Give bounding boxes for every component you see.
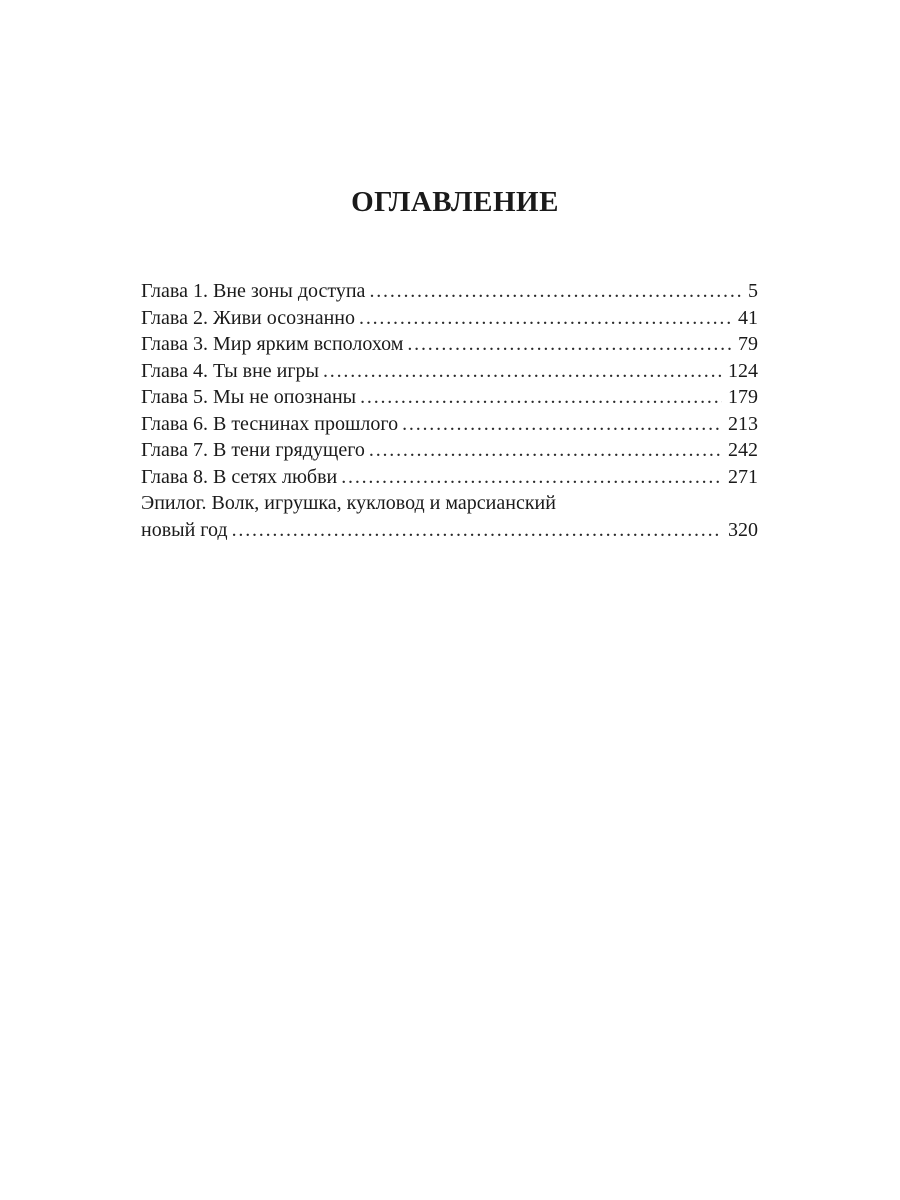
toc-entry-title: Глава 4. Ты вне игры: [141, 359, 319, 382]
toc-entry-page-number: 41: [738, 306, 758, 329]
toc-entry-page-number: 242: [728, 439, 758, 461]
toc-entry-page-number: 124: [728, 359, 758, 382]
toc-entry-title: Глава 7. В тени грядущего: [141, 439, 365, 461]
toc-entry-chapter-4: [141, 358, 758, 385]
toc-entry-page-number: 5: [748, 280, 758, 302]
toc-entry-title: Глава 6. В теснинах прошлого: [141, 412, 399, 435]
dot-leader: [341, 464, 722, 491]
toc-entry-chapter-3: [141, 331, 758, 358]
table-of-contents: [141, 278, 758, 543]
toc-entry-chapter-1: [141, 278, 758, 305]
toc-entry-epilogue: [141, 490, 758, 543]
toc-entry-chapter-2: [141, 305, 758, 332]
toc-entry-title: Глава 1. Вне зоны доступа: [141, 280, 366, 302]
dot-leader: [232, 517, 722, 544]
toc-entry-page-number: 320: [728, 518, 758, 541]
toc-entry-chapter-6: [141, 411, 758, 438]
toc-entry-chapter-7: [141, 437, 758, 464]
toc-entry-page-number: 213: [728, 412, 758, 435]
dot-leader: [369, 278, 742, 305]
dot-leader: [369, 437, 722, 464]
toc-entry-title: Глава 2. Живи осознанно: [141, 306, 356, 329]
toc-entry-title-line-1: Эпилог. Волк, игрушка, кукловод и марсианский: [141, 492, 556, 514]
dot-leader: [360, 384, 722, 411]
toc-entry-page-number: 271: [728, 465, 758, 488]
dot-leader: [402, 411, 722, 438]
toc-entry-chapter-8: [141, 464, 758, 491]
toc-entry-page-number: 179: [728, 386, 758, 408]
toc-entry-last-line: [141, 517, 758, 544]
toc-entry-chapter-5: [141, 384, 758, 411]
dot-leader: [323, 358, 722, 385]
toc-entry-title: Глава 3. Мир ярким всполохом: [141, 333, 404, 355]
toc-entry-page-number: 79: [738, 333, 758, 355]
dot-leader: [359, 305, 732, 332]
toc-entry-title: Глава 5. Мы не опознаны: [141, 386, 357, 408]
toc-entry-title-line-2: новый год: [141, 518, 228, 541]
dot-leader: [407, 331, 732, 358]
toc-entry-title: Глава 8. В сетях любви: [141, 465, 338, 488]
page-title: ОГЛАВЛЕНИЕ: [351, 186, 559, 218]
